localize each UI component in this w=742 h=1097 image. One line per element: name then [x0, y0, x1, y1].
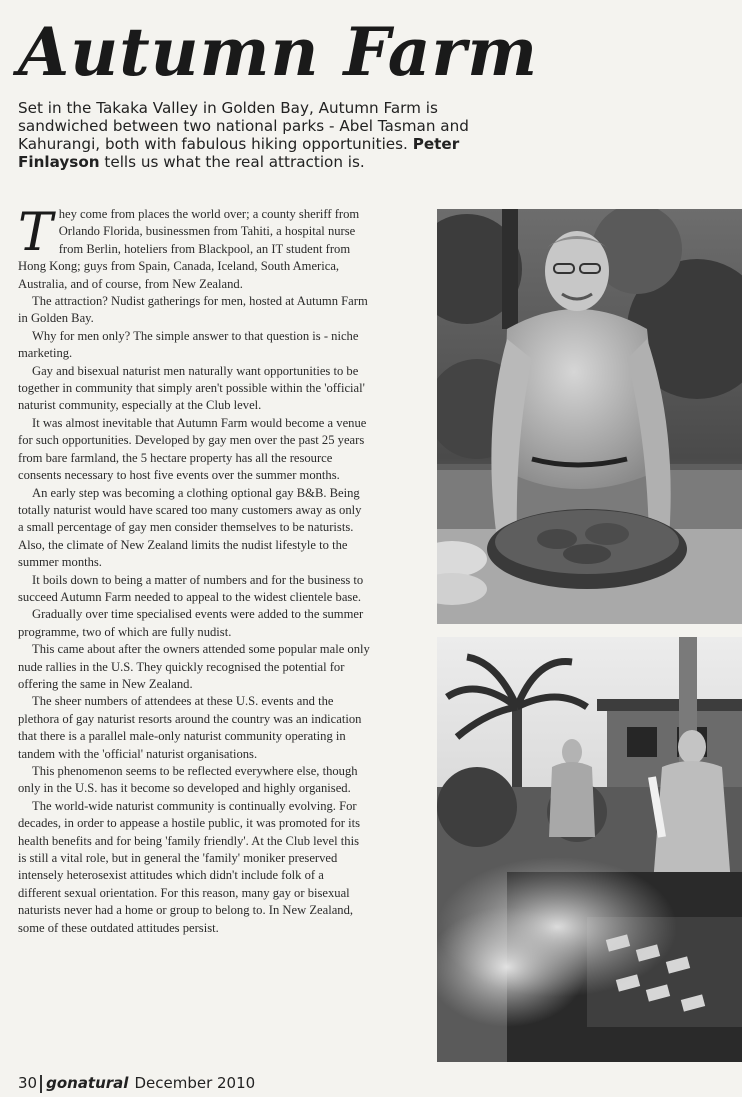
paragraph-text: hey come from places the world over; a county sheriff from Orlando Florida, businessmen from Tahiti, a hospital nurse from Berlin, hoteliers from Blackpool, an IT student from Hong Kong; guys from Spain, Canada, Iceland, South America, Australia, and of course, from New Zealand. — [18, 207, 360, 291]
paragraph: This came about after the owners attended some popular male only nude rallies in the U.S. They quickly recognised the potential for offering the same in New Zealand. — [18, 642, 370, 691]
footer-divider — [40, 1075, 42, 1093]
article-body — [18, 203, 370, 937]
paragraph — [18, 203, 370, 293]
paragraph: Why for men only? The simple answer to that question is - niche marketing. — [18, 328, 359, 361]
photo-man-with-bowl — [437, 209, 742, 624]
paragraph: It was almost inevitable that Autumn Farm would become a venue for such opportunities. Developed by gay men over the past 25 years from bare farmland, the 5 hectare property has all the resource consents necessary to host five events over the summer months. — [18, 415, 367, 483]
issue-date: December 2010 — [134, 1074, 256, 1092]
paragraph: The sheer numbers of attendees at these U.S. events and the plethora of gay naturist resorts around the country was an indication that there is a parallel male-only naturist community operating in tandem with the 'official' naturist organisations. — [18, 694, 362, 761]
standfirst — [18, 99, 488, 171]
photo-barbecue — [437, 637, 742, 1062]
page-number: 30 — [18, 1074, 38, 1092]
photo-barbecue-image — [437, 637, 742, 1062]
photo-man-with-bowl-image — [437, 209, 742, 624]
magazine-name: gonatural — [46, 1074, 129, 1092]
byline-name: Peter Finlayson — [18, 135, 460, 171]
paragraph: It boils down to being a matter of numbers and for the business to succeed Autumn Farm needed to appeal to the widest clientele base. — [18, 572, 364, 604]
article-title: Autumn Farm — [18, 13, 539, 91]
paragraph: Gradually over time specialised events were added to the summer programme, two of which are fully nudist. — [18, 607, 364, 639]
drop-cap: T — [18, 203, 53, 263]
standfirst-text: Set in the Takaka Valley in Golden Bay, Autumn Farm is sandwiched between two national parks - Abel Tasman and Kahurangi, both with fabulous hiking opportunities. — [18, 99, 469, 153]
byline-rest: tells us what the real attraction is. — [104, 153, 365, 171]
paragraph: The attraction? Nudist gatherings for men, hosted at Autumn Farm in Golden Bay. — [18, 294, 368, 326]
page-footer — [18, 1072, 255, 1094]
paragraph: This phenomenon seems to be reflected everywhere else, though only in the U.S. has it become so developed and highly organised. — [18, 764, 358, 796]
paragraph: An early step was becoming a clothing optional gay B&B. Being totally naturist would have scared too many customers away as only a small percentage of gay men consider themselves to be naturists. Also, the climate of New Zealand limits the nudist lifestyle to the summer months. — [18, 485, 362, 570]
paragraph: The world-wide naturist community is continually evolving. For decades, in order to appease a hostile public, it was promoted for its health benefits and for being 'family friendly'. At the Club level this is still a vital role, but in general the 'family' moniker preserved intensely heterosexist attitudes which didn't include folk of a different sexual orientation. For this reason, many gay or bisexual naturists never had a home or group to belong to. In New Zealand, some of these outdated attitudes persist. — [18, 798, 361, 935]
paragraph: Gay and bisexual naturist men naturally want opportunities to be together in community that simply aren't possible within the 'official' naturist community, especially at the Club level. — [18, 363, 365, 413]
